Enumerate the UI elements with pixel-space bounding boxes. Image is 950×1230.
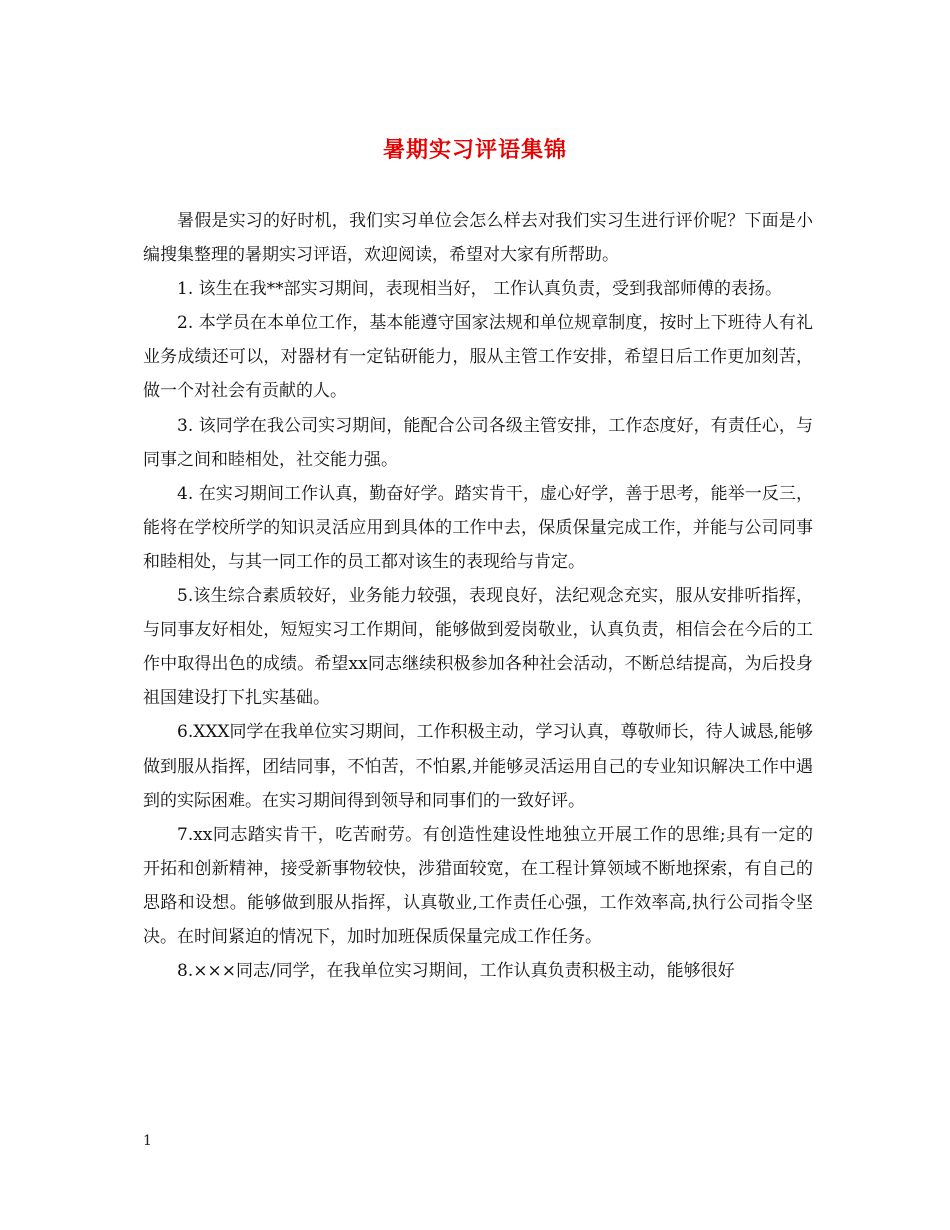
comment-paragraph-7: 7.xx同志踏实肯干，吃苦耐劳。有创造性建设性地独立开展工作的思维;具有一定的开拓和创新精神，接受新事物较快，涉猎面较宽，在工程计算领域不断地探索，有自己的思路和设想。能够做到服从指挥，认真敬业,工作责任心强，工作效率高,执行公司指令坚决。在时间紧迫的情况下，加时加班保质保量完成工作任务。	[143, 824, 813, 947]
comment-paragraph-2: 2. 本学员在本单位工作，基本能遵守国家法规和单位规章制度，按时上下班待人有礼业务成绩还可以，对器材有一定钻研能力，服从主管工作安排，希望日后工作更加刻苦，做一个对社会有贡献的人。	[143, 313, 813, 402]
comment-paragraph-4: 4. 在实习期间工作认真，勤奋好学。踏实肯干，虚心好学，善于思考，能举一反三，能将在学校所学的知识灵活应用到具体的工作中去，保质保量完成工作，并能与公司同事和睦相处，与其一同工作的员工都对该生的表现给与肯定。	[143, 483, 813, 572]
intro-paragraph: 暑假是实习的好时机，我们实习单位会怎么样去对我们实习生进行评价呢？下面是小编搜集整理的暑期实习评语，欢迎阅读，希望对大家有所帮助。	[143, 211, 813, 266]
document-body	[143, 204, 813, 988]
page-number: 1	[143, 1133, 152, 1149]
document-title: 暑期实习评语集锦	[382, 137, 567, 163]
comment-paragraph-1: 1. 该生在我**部实习期间，表现相当好， 工作认真负责，受到我部师傅的表扬。	[177, 279, 783, 300]
comment-paragraph-3: 3. 该同学在我公司实习期间，能配合公司各级主管安排，工作态度好，有责任心，与同事之间和睦相处，社交能力强。	[143, 415, 813, 470]
comment-paragraph-5: 5.该生综合素质较好，业务能力较强，表现良好，法纪观念充实，服从安排听指挥，与同事友好相处，短短实习工作期间，能够做到爱岗敬业，认真负责，相信会在今后的工作中取得出色的成绩。希望xx同志继续积极参加各种社会活动，不断总结提高，为后投身祖国建设打下扎实基础。	[143, 586, 813, 709]
comment-paragraph-8: 8.×××同志/同学，在我单位实习期间，工作认真负责积极主动，能够很好	[177, 961, 735, 982]
comment-paragraph-6: 6.XXX同学在我单位实习期间，工作积极主动，学习认真，尊敬师长，待人诚恳,能够做到服从指挥，团结同事，不怕苦，不怕累,并能够灵活运用自己的专业知识解决工作中遇到的实际困难。在实习期间得到领导和同事们的一致好评。	[143, 722, 813, 811]
